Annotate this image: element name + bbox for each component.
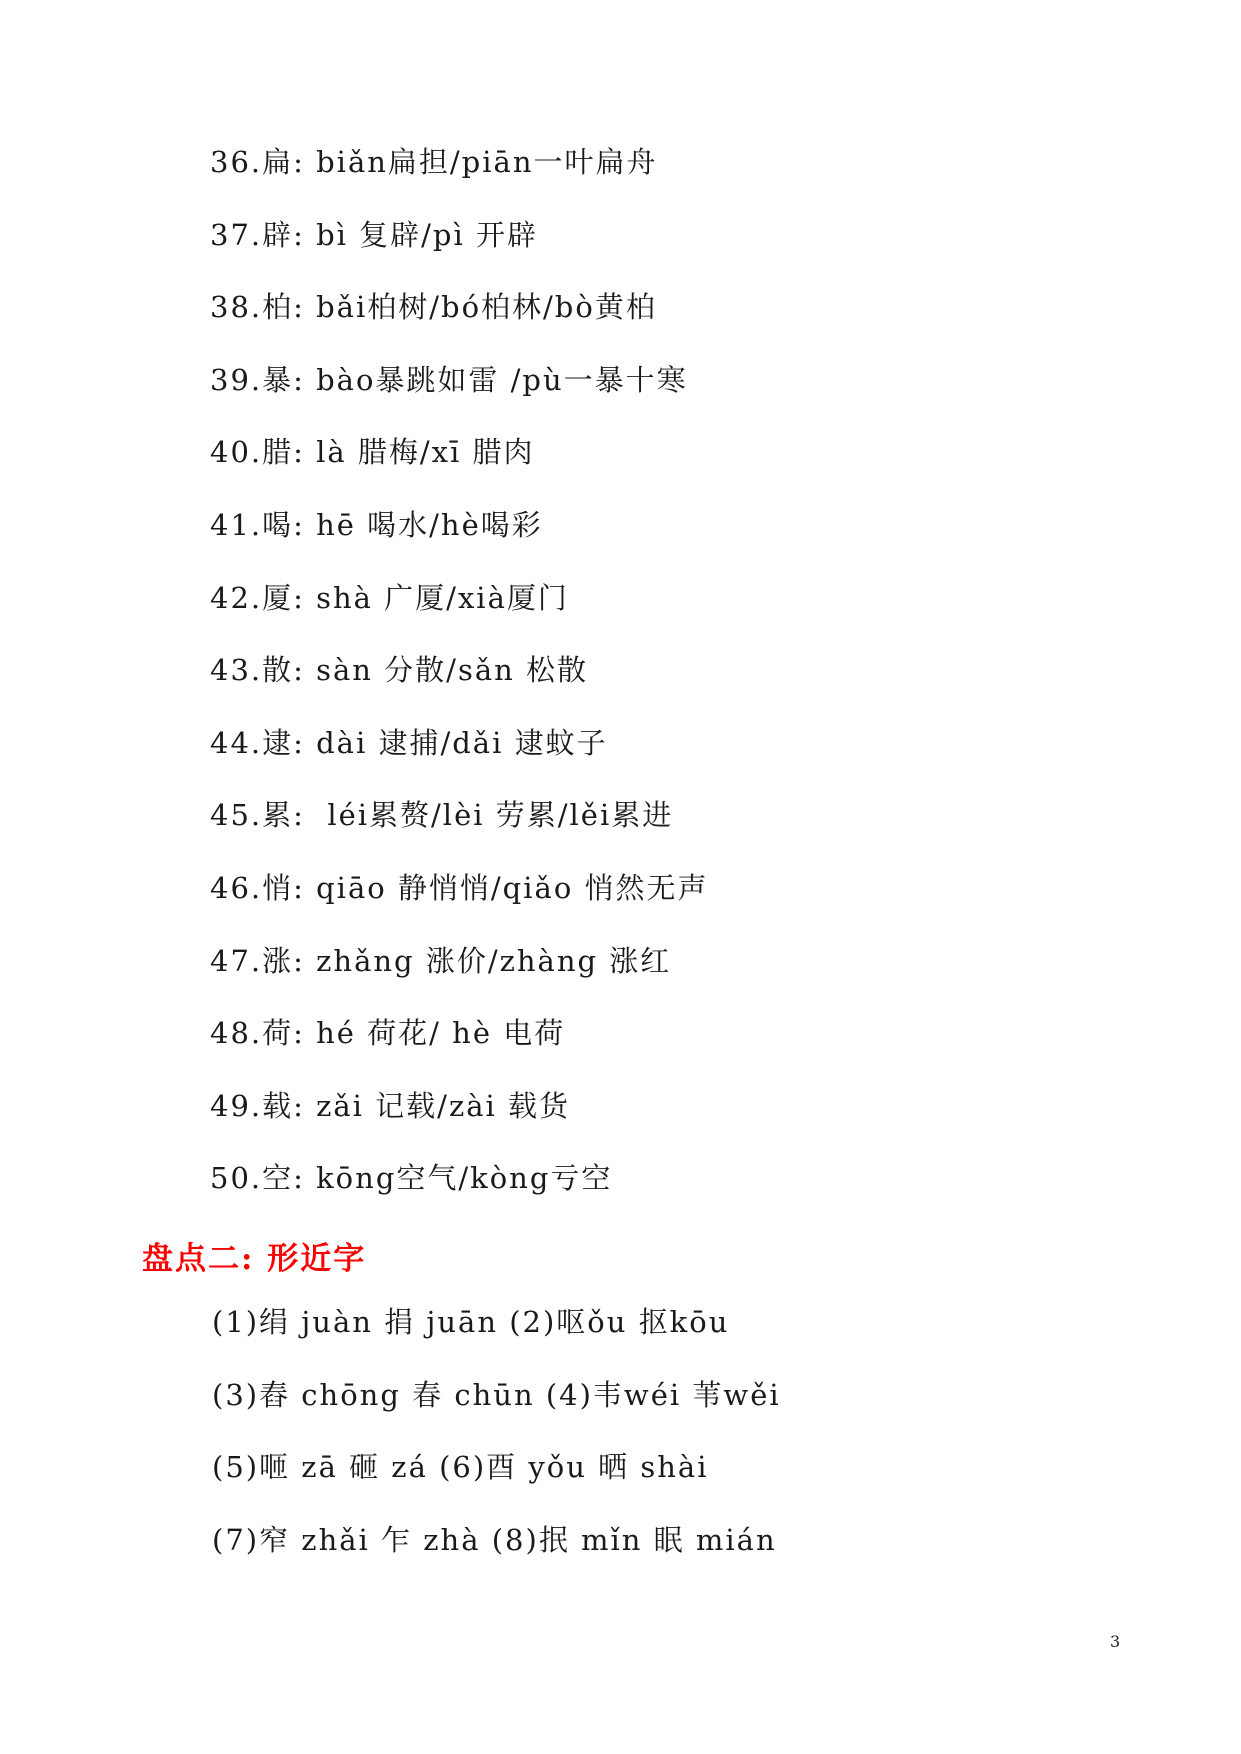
list-item: 50.空: kōng空气/kòng亏空 — [210, 1161, 613, 1196]
list-item: 43.散: sàn 分散/sǎn 松散 — [210, 653, 589, 688]
list-item: 45.累: léi累赘/lèi 劳累/lěi累进 — [210, 798, 674, 833]
list-item: (3)舂 chōng 春 chūn (4)韦wéi 苇wěi — [212, 1377, 781, 1412]
similar-characters-list — [212, 1306, 781, 1596]
list-item: 47.涨: zhǎng 涨价/zhàng 涨红 — [210, 943, 672, 978]
list-item: 39.暴: bào暴跳如雷 /pù一暴十寒 — [210, 362, 688, 397]
list-item: 42.厦: shà 广厦/xià厦门 — [210, 580, 569, 615]
polyphonic-list — [210, 146, 709, 1235]
list-item: 48.荷: hé 荷花/ hè 电荷 — [210, 1016, 566, 1051]
list-item: (5)咂 zā 砸 zá (6)酉 yǒu 晒 shài — [212, 1450, 709, 1485]
page-number: 3 — [1110, 1632, 1121, 1651]
list-item: 40.腊: là 腊梅/xī 腊肉 — [210, 435, 535, 470]
section-heading: 盘点二: 形近字 — [142, 1241, 367, 1277]
list-item: 41.喝: hē 喝水/hè喝彩 — [210, 507, 543, 542]
list-item: 49.载: zǎi 记载/zài 载货 — [210, 1088, 571, 1123]
list-item: 36.扁: biǎn扁担/piān一叶扁舟 — [210, 145, 658, 179]
list-item: 37.辟: bì 复辟/pì 开辟 — [210, 217, 538, 252]
list-item: (7)窄 zhǎi 乍 zhà (8)抿 mǐn 眠 mián — [212, 1522, 777, 1557]
list-item: 44.逮: dài 逮捕/dǎi 逮蚊子 — [210, 725, 608, 760]
list-item: 38.柏: bǎi柏树/bó柏林/bò黄柏 — [210, 290, 657, 325]
list-item: (1)绢 juàn 捐 juān (2)呕ǒu 抠kōu — [212, 1305, 730, 1339]
list-item: 46.悄: qiāo 静悄悄/qiǎo 悄然无声 — [210, 870, 709, 905]
